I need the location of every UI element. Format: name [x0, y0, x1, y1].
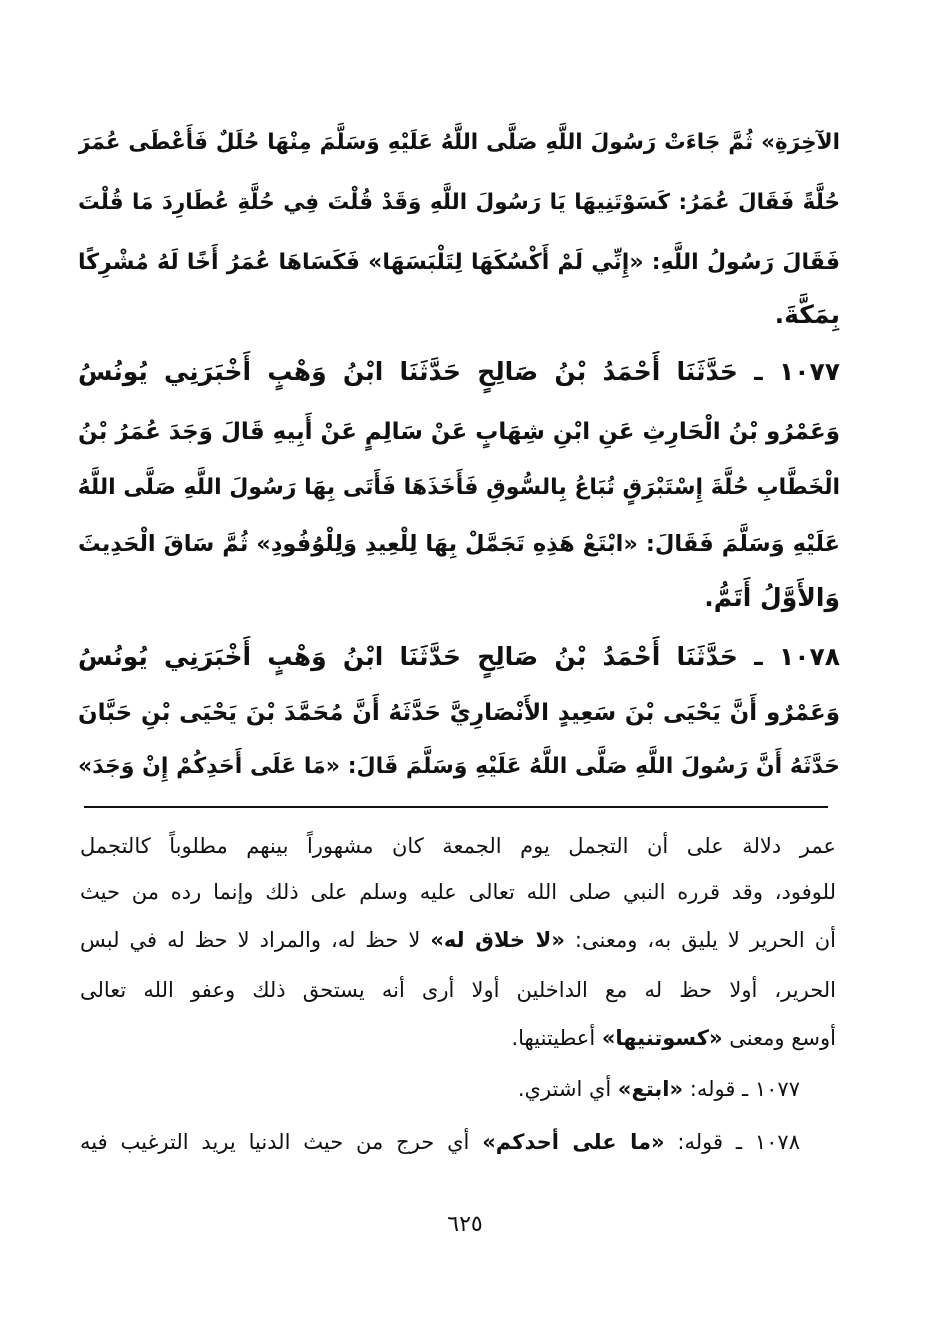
hadith-1077-line: ١٠٧٧ ـ حَدَّثَنَا أَحْمَدُ بْنُ صَالِحٍ حَدَّثَنَا ابْنُ وَهْبٍ أَخْبَرَنِي يُونُسُ — [78, 357, 840, 386]
footnote-text: ١٠٧٧ ـ قوله: — [683, 1077, 800, 1101]
main-text-line: فَقَالَ رَسُولُ اللَّهِ: «إِنِّي لَمْ أَكْسُكَهَا لِتَلْبَسَهَا» فَكَسَاهَا عُمَرُ أَخًا لَهُ مُشْرِكًا — [78, 250, 840, 275]
footnote-divider — [84, 806, 828, 808]
footnote-text: ١٠٧٨ ـ قوله: — [664, 1130, 800, 1154]
footnote-text: أي حرج من حيث الدنيا يريد الترغيب فيه — [80, 1130, 483, 1154]
footnote-text: أعطيتنيها. — [511, 1026, 602, 1050]
main-text-line: حُلَّةً فَقَالَ عُمَرُ: كَسَوْتَنِيهَا يَا رَسُولَ اللَّهِ وَقَدْ قُلْتَ فِي حُلَّةِ عُطَارِدَ مَا قُلْتَ — [78, 190, 840, 215]
footnote-line — [80, 1015, 836, 1061]
main-text-line: وَالأَوَّلُ أَتَمُّ. — [704, 583, 840, 612]
footnote-text: أوسع ومعنى — [722, 1026, 836, 1050]
footnote-line-1078 — [80, 1119, 800, 1165]
main-text-line: بِمَكَّةَ. — [774, 300, 840, 329]
footnote-line: عمر دلالة على أن التجمل يوم الجمعة كان مشهوراً بينهم مطلوباً كالتجمل — [80, 834, 836, 858]
footnote-text: أن الحرير لا يليق به، ومعنى: — [564, 928, 836, 952]
main-text-line: الآخِرَةِ» ثُمَّ جَاءَتْ رَسُولَ اللَّهِ صَلَّى اللَّهُ عَلَيْهِ وَسَلَّمَ مِنْهَا حُلَلٌ فَأَعْطَى عُمَرَ — [78, 130, 840, 155]
footnote-line: الحرير، أولا حظ له مع الداخلين أولا أرى أنه يستحق ذلك وعفو الله تعالى — [80, 978, 836, 1002]
footnote-line: للوفود، وقد قرره النبي صلى الله تعالى عليه وسلم على ذلك وإنما رده من حيث — [80, 880, 836, 904]
page-number: ٦٢٥ — [447, 1212, 483, 1237]
footnote-line-1077 — [80, 1066, 800, 1112]
footnote-term: «ما على أحدكم» — [482, 1130, 665, 1154]
hadith-1078-line: ١٠٧٨ ـ حَدَّثَنَا أَحْمَدُ بْنُ صَالِحٍ حَدَّثَنَا ابْنُ وَهْبٍ أَخْبَرَنِي يُونُسُ — [78, 642, 840, 671]
footnote-term: «كسوتنيها» — [601, 1026, 723, 1050]
footnote-text: أي اشتري. — [517, 1077, 618, 1101]
footnote-term: «ابتع» — [617, 1077, 684, 1101]
footnote-text: لا حظ له، والمراد لا حظ له في لبس — [80, 928, 431, 952]
main-text-line: الْخَطَّابِ حُلَّةَ إِسْتَبْرَقٍ تُبَاعُ بِالسُّوقِ فَأَخَذَهَا فَأَتَى بِهَا رَسُولَ اللَّهِ صَلَّى اللَّهُ — [78, 475, 840, 500]
footnote-line — [80, 917, 836, 963]
main-text-line: وَعَمْرٌو أَنَّ يَحْيَى بْنَ سَعِيدٍ الأَنْصَارِيَّ حَدَّثَهُ أَنَّ مُحَمَّدَ بْنَ يَحْيَى بْنِ حَبَّانَ — [78, 700, 840, 726]
main-text-line: عَلَيْهِ وَسَلَّمَ فَقَالَ: «ابْتَعْ هَذِهِ تَجَمَّلْ بِهَا لِلْعِيدِ وَلِلْوُفُودِ» ثُمَّ سَاقَ الْحَدِيثَ — [78, 531, 840, 557]
footnote-term: «لا خلاق له» — [430, 928, 565, 952]
main-text-line: حَدَّثَهُ أَنَّ رَسُولَ اللَّهِ صَلَّى اللَّهُ عَلَيْهِ وَسَلَّمَ قَالَ: «مَا عَلَى أَحَدِكُمْ إِنْ وَجَدَ» — [78, 754, 840, 779]
main-text-line: وَعَمْرُو بْنُ الْحَارِثِ عَنِ ابْنِ شِهَابٍ عَنْ سَالِمٍ عَنْ أَبِيهِ قَالَ وَجَدَ عُمَرُ بْنُ — [78, 419, 840, 445]
